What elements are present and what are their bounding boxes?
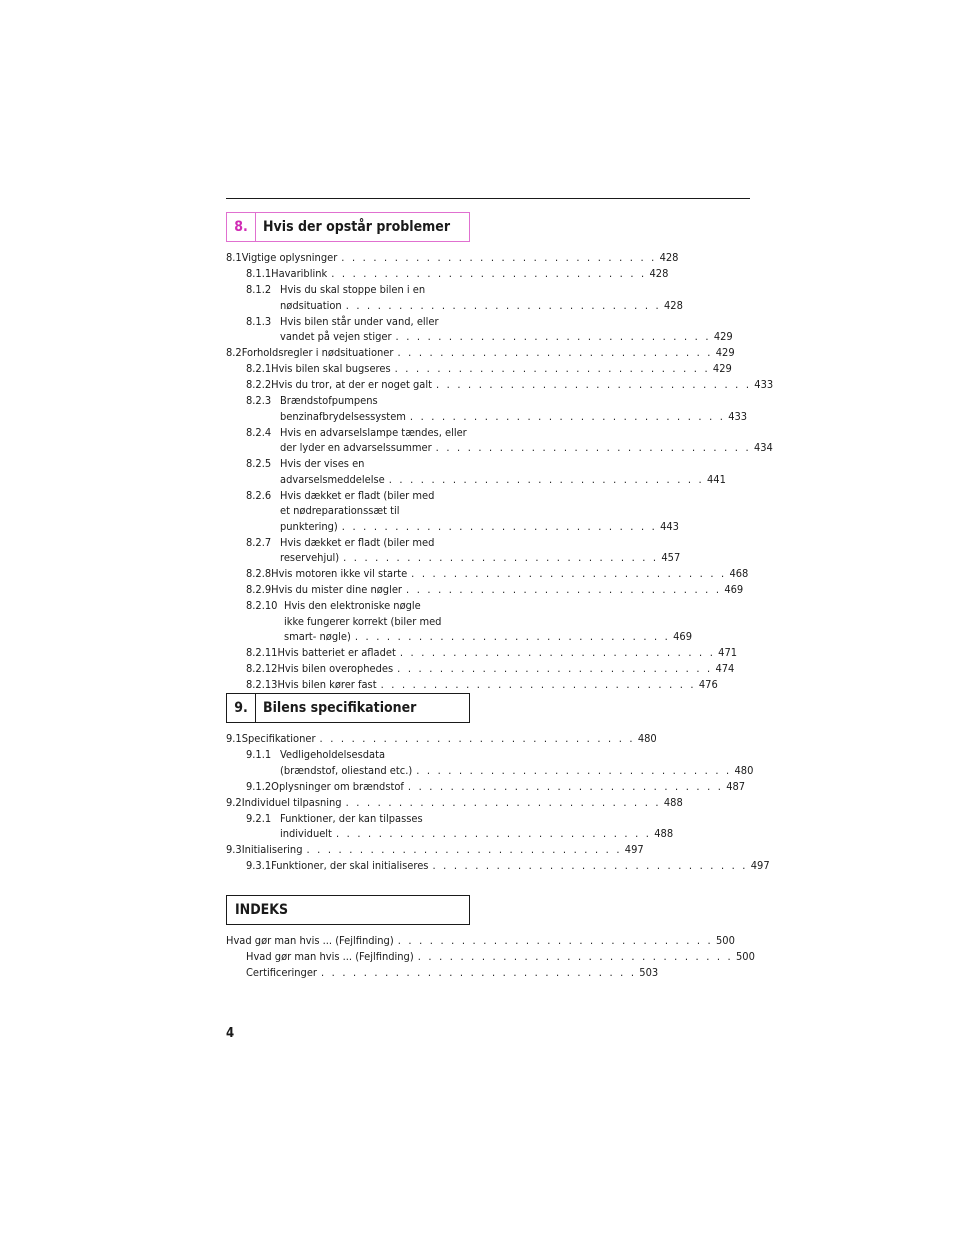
toc-entry[interactable]: 9.1.2 Oplysninger om brændstof . . . . . . . . . . . . . . . . . . . . . . . . . . . . . . 487 [246,779,746,793]
section-8-title: Hvis der opstår problemer [263,219,451,235]
toc-entry[interactable]: 9.1.1 Vedligeholdelsesdata (brændstof, oliestand etc.) . . . . . . . . . . . . . . . . . . . . . . . . . . . . . . 480 [246,748,754,777]
leader-dots: . . . . . . . . . . . . . . . . . . . . . . . . . . . . . . [432,859,748,872]
toc-entry[interactable]: 9.2.1 Funktioner, der kan tilpasses individuelt . . . . . . . . . . . . . . . . . . . . . . . . . . . . . . 488 [246,811,674,840]
toc-entry[interactable]: 9.2 Individuel tilpasning . . . . . . . . . . . . . . . . . . . . . . . . . . . . . . 488 [226,795,683,809]
toc-entry[interactable]: 9.3 Initialisering . . . . . . . . . . . . . . . . . . . . . . . . . . . . . . 497 [226,843,644,856]
index-header [226,895,470,925]
leader-dots: . . . . . . . . . . . . . . . . . . . . . . . . . . . . . . [399,646,716,659]
toc-entry[interactable]: 8.2.10 Hvis den elektroniske nøgle ikke fungerer korrekt (biler med smart- nøgle) . . . . . . . . . . . . . . . . . . . . . . . . . . . . . . 469 [246,599,693,643]
toc-entry[interactable]: 8.2.5 Hvis der vises en advarselsmeddelelse . . . . . . . . . . . . . . . . . . . . . . . . . . . . . . 441 [246,457,726,486]
toc-entry[interactable]: Hvad gør man hvis ... (Fejlfinding) . . . . . . . . . . . . . . . . . . . . . . . . . . . . . . 500 [226,934,735,947]
toc-entry[interactable]: 9.3.1 Funktioner, der skal initialiseres . . . . . . . . . . . . . . . . . . . . . . . . . . . . . . 497 [246,859,770,872]
top-rule [226,198,750,199]
toc-entry[interactable]: 8.1.1 Havariblink . . . . . . . . . . . . . . . . . . . . . . . . . . . . . . 428 [246,267,669,280]
toc-entry[interactable]: 8.1.3 Hvis bilen står under vand, eller vandet på vejen stiger . . . . . . . . . . . . . . . . . . . . . . . . . . . . . . 429 [246,314,733,343]
toc-entry[interactable]: 8.1 Vigtige oplysninger . . . . . . . . . . . . . . . . . . . . . . . . . . . . . . 428 [226,251,679,264]
leader-dots: . . . . . . . . . . . . . . . . . . . . . . . . . . . . . . [388,472,704,486]
toc-entry[interactable]: 8.2.3 Brændstofpumpens benzinafbrydelsessystem . . . . . . . . . . . . . . . . . . . . . . . . . . . . . . 433 [246,394,748,423]
leader-dots: . . . . . . . . . . . . . . . . . . . . . . . . . . . . . . [319,732,635,745]
leader-dots: . . . . . . . . . . . . . . . . . . . . . . . . . . . . . . [397,934,713,947]
leader-dots: . . . . . . . . . . . . . . . . . . . . . . . . . . . . . . [436,378,752,391]
leader-dots: . . . . . . . . . . . . . . . . . . . . . . . . . . . . . . [331,267,647,280]
leader-dots: . . . . . . . . . . . . . . . . . . . . . . . . . . . . . . [341,519,657,533]
leader-dots: . . . . . . . . . . . . . . . . . . . . . . . . . . . . . . [397,346,713,359]
leader-dots: . . . . . . . . . . . . . . . . . . . . . . . . . . . . . . [335,827,652,840]
toc-entry[interactable]: 8.2.13 Hvis bilen kører fast . . . . . . . . . . . . . . . . . . . . . . . . . . . . . . 476 [246,678,718,691]
leader-dots: . . . . . . . . . . . . . . . . . . . . . . . . . . . . . . [411,567,727,580]
leader-dots: . . . . . . . . . . . . . . . . . . . . . . . . . . . . . . [306,843,622,856]
toc-entry[interactable]: 8.2.6 Hvis dækket er fladt (biler med et nødreparationssæt til punktering) . . . . . . . . . . . . . . . . . . . . . . . . . . . . . . 443 [246,488,679,533]
toc-entry[interactable]: Certificeringer . . . . . . . . . . . . . . . . . . . . . . . . . . . . . . 503 [246,966,659,979]
leader-dots: . . . . . . . . . . . . . . . . . . . . . . . . . . . . . . [416,763,732,777]
leader-dots: . . . . . . . . . . . . . . . . . . . . . . . . . . . . . . [321,966,637,979]
leader-dots: . . . . . . . . . . . . . . . . . . . . . . . . . . . . . . [380,678,696,691]
leader-dots: . . . . . . . . . . . . . . . . . . . . . . . . . . . . . . [345,298,661,312]
leader-dots: . . . . . . . . . . . . . . . . . . . . . . . . . . . . . . [406,583,722,596]
leader-dots: . . . . . . . . . . . . . . . . . . . . . . . . . . . . . . [354,630,671,643]
toc-entry[interactable]: 9.1 Specifikationer . . . . . . . . . . . . . . . . . . . . . . . . . . . . . . 480 [226,732,657,745]
toc-entry[interactable]: 8.2.7 Hvis dækket er fladt (biler med reservehjul) . . . . . . . . . . . . . . . . . . . . . . . . . . . . . . 457 [246,535,681,564]
section-9-toc [226,731,770,874]
toc-entry[interactable]: 8.2.1 Hvis bilen skal bugseres . . . . . . . . . . . . . . . . . . . . . . . . . . . . . . 429 [246,362,732,375]
section-9-header [226,693,470,723]
toc-entry[interactable]: 8.2.9 Hvis du mister dine nøgler . . . . . . . . . . . . . . . . . . . . . . . . . . . . . . 469 [246,583,744,596]
toc-entry[interactable]: 8.2.4 Hvis en advarselslampe tændes, eller der lyder en advarselssummer . . . . . . . . . . . . . . . . . . . . . . . . . . . . . . 434 [246,425,773,454]
page-number: 4 [226,1026,235,1041]
leader-dots: . . . . . . . . . . . . . . . . . . . . . . . . . . . . . . [397,662,713,675]
toc-entry[interactable]: 8.1.2 Hvis du skal stoppe bilen i en nødsituation . . . . . . . . . . . . . . . . . . . . . . . . . . . . . . 428 [246,283,683,312]
toc-entry[interactable]: 8.2.11 Hvis batteriet er afladet . . . . . . . . . . . . . . . . . . . . . . . . . . . . . . 471 [246,646,738,659]
toc-entry[interactable]: 8.2 Forholdsregler i nødsituationer . . . . . . . . . . . . . . . . . . . . . . . . . . . . . . 429 [226,346,735,359]
section-9-title: Bilens specifikationer [263,700,417,716]
toc-entry[interactable]: 8.2.2 Hvis du tror, at der er noget galt . . . . . . . . . . . . . . . . . . . . . . . . . . . . . . 433 [246,378,774,391]
section-8-number: 8. [227,213,256,241]
leader-dots: . . . . . . . . . . . . . . . . . . . . . . . . . . . . . . [345,795,661,809]
index-toc [226,933,755,981]
toc-entry[interactable]: 8.2.8 Hvis motoren ikke vil starte . . . . . . . . . . . . . . . . . . . . . . . . . . . . . . 468 [246,567,749,580]
leader-dots: . . . . . . . . . . . . . . . . . . . . . . . . . . . . . . [407,779,724,793]
leader-dots: . . . . . . . . . . . . . . . . . . . . . . . . . . . . . . [395,330,711,343]
leader-dots: . . . . . . . . . . . . . . . . . . . . . . . . . . . . . . [417,950,733,963]
index-title: INDEKS [235,902,289,918]
section-8-header [226,212,470,242]
leader-dots: . . . . . . . . . . . . . . . . . . . . . . . . . . . . . . [341,251,657,264]
section-8-toc [226,250,774,693]
leader-dots: . . . . . . . . . . . . . . . . . . . . . . . . . . . . . . [409,409,726,423]
leader-dots: . . . . . . . . . . . . . . . . . . . . . . . . . . . . . . [394,362,710,375]
toc-entry[interactable]: Hvad gør man hvis ... (Fejlfinding) . . . . . . . . . . . . . . . . . . . . . . . . . . . . . . 500 [246,950,755,963]
section-9-number: 9. [227,694,256,722]
leader-dots: . . . . . . . . . . . . . . . . . . . . . . . . . . . . . . [343,551,659,564]
toc-entry[interactable]: 8.2.12 Hvis bilen overophedes . . . . . . . . . . . . . . . . . . . . . . . . . . . . . . 474 [246,662,735,675]
leader-dots: . . . . . . . . . . . . . . . . . . . . . . . . . . . . . . [435,441,751,454]
